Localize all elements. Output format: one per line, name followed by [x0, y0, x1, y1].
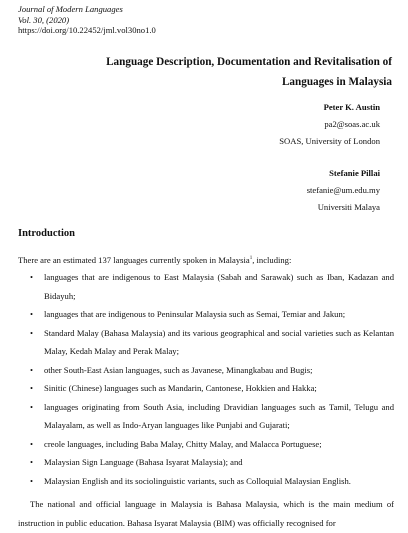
author-name: Stefanie Pillai	[329, 168, 380, 178]
language-list	[30, 268, 394, 490]
list-item	[30, 453, 394, 472]
author-block-1	[279, 99, 380, 150]
author-name: Peter K. Austin	[323, 102, 380, 112]
list-item-text: Sinitic (Chinese) languages such as Mandarin, Cantonese, Hokkien and Hakka;	[44, 383, 317, 393]
author-affiliation: Universiti Malaya	[317, 202, 380, 212]
doi-link[interactable]: https://doi.org/10.22452/jml.vol30no1.0	[18, 25, 156, 35]
author-email[interactable]: stefanie@um.edu.my	[306, 185, 380, 195]
author-affiliation: SOAS, University of London	[279, 136, 380, 146]
list-item	[30, 305, 394, 324]
footnote-marker[interactable]: 1	[249, 256, 253, 262]
journal-volume: Vol. 30, (2020)	[18, 14, 70, 25]
title-line-2: Languages in Malaysia	[281, 76, 392, 88]
list-item	[30, 398, 394, 435]
bullet-icon: •	[30, 457, 34, 467]
list-item-text: creole languages, including Baba Malay, Chitty Malay, and Malacca Portuguese;	[44, 438, 322, 449]
bullet-icon: •	[30, 438, 34, 449]
bullet-icon: •	[30, 383, 34, 393]
journal-name: Journal of Modern Languages	[18, 4, 123, 14]
paper-title	[18, 52, 392, 92]
bullet-icon: •	[30, 309, 34, 319]
intro-lead-suffix: , including:	[252, 255, 292, 265]
author-email[interactable]: pa2@soas.ac.uk	[324, 119, 380, 129]
list-item	[30, 324, 394, 361]
section-heading-introduction: Introduction	[18, 228, 75, 239]
journal-header	[18, 4, 156, 36]
bullet-icon: •	[30, 272, 34, 282]
closing-paragraph: The national and official language in Malaysia is Bahasa Malaysia, which is the main medium of instruction in public education. Bahasa Isyarat Malaysia (BIM) was officially recognised for	[18, 498, 394, 528]
list-item	[30, 379, 394, 398]
bullet-icon: •	[30, 401, 34, 412]
title-line-1: Language Description, Documentation and Revitalisation of	[106, 56, 392, 68]
list-item-text: languages originating from South Asia, including Dravidian languages such as Tamil, Telugu and Malayalam, as well as Indo-Aryan languages like Punjabi and Gujarati;	[44, 401, 394, 430]
list-item	[30, 361, 394, 380]
list-item-text: other South-East Asian languages, such as Javanese, Minangkabau and Bugis;	[44, 364, 313, 375]
list-item	[30, 435, 394, 454]
author-block-2	[307, 165, 380, 216]
intro-lead-paragraph	[18, 252, 291, 268]
list-item-text: Malaysian Sign Language (Bahasa Isyarat Malaysia); and	[44, 457, 243, 467]
bullet-icon: •	[30, 475, 34, 486]
list-item-text: languages that are indigenous to East Malaysia (Sabah and Sarawak) such as Iban, Kadazan and Bidayuh;	[44, 272, 394, 301]
intro-lead-text: There are an estimated 137 languages currently spoken in Malaysia	[18, 255, 250, 265]
list-item-text: languages that are indigenous to Peninsular Malaysia such as Semai, Temiar and Jakun;	[44, 309, 346, 319]
bullet-icon: •	[30, 364, 34, 375]
list-item-text: Standard Malay (Bahasa Malaysia) and its various geographical and social varieties such as Kelantan Malay, Kedah Malay and Perak Malay;	[44, 327, 394, 356]
bullet-icon: •	[30, 327, 34, 338]
list-item-text: Malaysian English and its sociolinguistic variants, such as Colloquial Malaysian English.	[44, 475, 351, 486]
list-item	[30, 472, 394, 491]
list-item	[30, 268, 394, 305]
